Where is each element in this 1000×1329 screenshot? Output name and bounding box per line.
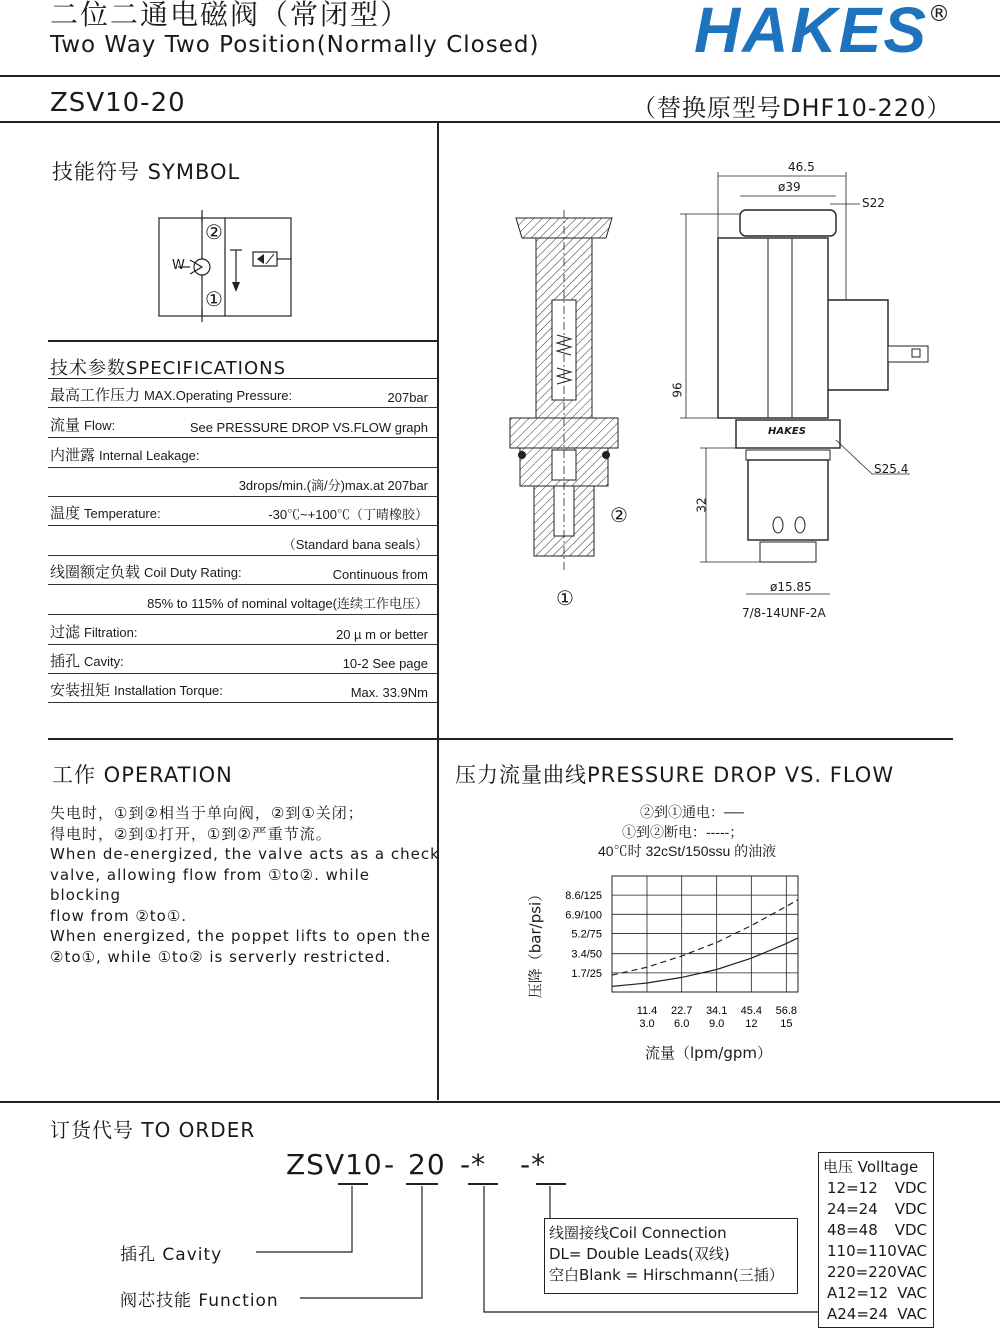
valve-drawing	[500, 150, 960, 630]
model-divider	[0, 121, 1000, 123]
spec-heading-rule	[48, 378, 438, 379]
spec-label-cn: 温度	[50, 505, 81, 522]
spec-label-cn: 流量	[50, 417, 81, 434]
registered-mark: ®	[928, 2, 950, 27]
voltage-type: VAC	[897, 1242, 927, 1260]
operation-line: ②to①, while ①to② is serverly restricted.	[50, 947, 392, 966]
coil-connection-box	[544, 1218, 798, 1294]
x-tick-label-lpm: 45.4	[740, 1005, 763, 1017]
legend-deenergized: ①到②断电：-----；	[622, 824, 744, 840]
spec-label-cn: 安装扭矩	[50, 682, 111, 699]
spec-label	[50, 621, 137, 642]
spec-label-en: MAX.Operating Pressure:	[144, 388, 293, 403]
spec-label	[50, 679, 223, 700]
y-tick-label: 1.7/25	[571, 967, 602, 980]
dim-s22: S22	[862, 196, 885, 210]
spec-value: 85% to 115% of nominal voltage(连续工作电压）	[147, 596, 428, 611]
voltage-type: VDC	[894, 1200, 927, 1218]
operation-line: When de-energized, the valve acts as a check	[50, 845, 440, 863]
spec-value: 10-2 See page	[342, 656, 428, 671]
x-tick-label-gpm: 3.0	[639, 1018, 655, 1030]
legend-energized: ②到①通电：──	[640, 804, 744, 820]
voltage-code: A12=12	[827, 1284, 889, 1302]
coil-heading: 线圈接线Coil Connection	[549, 1224, 727, 1242]
pressure-flow-chart	[540, 862, 820, 1038]
spec-label-en: Internal Leakage:	[99, 448, 200, 463]
x-tick-label-lpm: 11.4	[636, 1005, 658, 1017]
drawing-port-2: ②	[610, 503, 628, 527]
spec-row	[48, 469, 438, 497]
voltage-heading: 电压 Volltage	[823, 1158, 919, 1176]
coil-double-leads: DL= Double Leads(双线)	[549, 1245, 730, 1263]
spec-label-cn: 过滤	[50, 624, 81, 641]
spec-row	[48, 498, 438, 526]
model-code: ZSV10-20	[50, 88, 186, 118]
dim-s25-4: S25.4	[874, 462, 909, 476]
spec-label	[50, 502, 161, 523]
y-tick-label: 5.2/75	[571, 928, 602, 941]
order-code-voltage: -*	[520, 1148, 547, 1181]
chart-xlabel: 流量（lpm/gpm）	[645, 1044, 773, 1062]
function-label: 阀芯技能 Function	[120, 1291, 279, 1311]
voltage-code: 12=12	[827, 1179, 878, 1197]
voltage-type: VAC	[897, 1284, 927, 1302]
coil-hirschmann: 空白Blank = Hirschmann(三插）	[549, 1266, 784, 1284]
title-english: Two Way Two Position(Normally Closed)	[50, 32, 540, 58]
spec-row	[48, 675, 438, 703]
spec-value: （Standard bana seals）	[282, 537, 428, 552]
spec-label-en: Filtration:	[84, 625, 138, 640]
spec-value: 3drops/min.(滴/分)max.at 207bar	[238, 478, 428, 493]
operation-line: 失电时，①到②相当于单向阀，②到①关闭；	[50, 804, 364, 822]
spec-label	[50, 477, 54, 494]
dim-15-85: ø15.85	[770, 580, 812, 594]
operation-line: When energized, the poppet lifts to open the	[50, 927, 432, 945]
spec-row	[48, 410, 438, 438]
symbol-heading: 技能符号 SYMBOL	[52, 160, 241, 184]
voltage-option	[823, 1241, 929, 1262]
x-tick-label-gpm: 6.0	[674, 1018, 690, 1030]
spec-label-en: Cavity:	[84, 654, 124, 669]
voltage-option	[823, 1199, 929, 1220]
series-line-energized	[612, 938, 798, 987]
spec-row	[48, 380, 438, 408]
spec-value: Max. 33.9Nm	[350, 685, 428, 700]
symbol-port-2: ②	[205, 220, 223, 244]
order-code-function: 20	[408, 1148, 446, 1181]
voltage-type: VAC	[897, 1263, 927, 1281]
chart-heading: 压力流量曲线PRESSURE DROP VS. FLOW	[455, 763, 895, 787]
brand-logo: HAKES	[694, 0, 929, 66]
spec-label-en: Flow:	[84, 418, 116, 433]
section-view	[510, 210, 618, 570]
spec-value: -30℃~+100℃（丁晴橡胶）	[268, 507, 428, 522]
y-tick-label: 6.9/100	[565, 909, 602, 922]
voltage-type: VAC	[897, 1305, 927, 1323]
operation-line: valve, allowing flow from ①to②. while blocking	[50, 865, 370, 904]
spec-row	[48, 528, 438, 556]
spec-label-cn: 内泄露	[50, 447, 96, 464]
spec-value: Continuous from	[332, 567, 428, 582]
voltage-option	[823, 1304, 929, 1325]
voltage-code: 48=48	[827, 1221, 878, 1239]
spec-label	[50, 536, 54, 553]
spec-label-en: Installation Torque:	[114, 683, 223, 698]
x-tick-label-gpm: 9.0	[709, 1018, 725, 1030]
spec-label-cn: 最高工作压力	[50, 387, 141, 404]
voltage-box	[818, 1152, 934, 1328]
voltage-option	[823, 1178, 929, 1199]
operation-text	[50, 803, 440, 967]
y-tick-label: 8.6/125	[565, 890, 602, 903]
series-line-deenergized	[612, 900, 798, 975]
title-chinese: 二位二通电磁阀（常闭型）	[50, 0, 411, 31]
order-code-coil: -*	[460, 1148, 487, 1181]
spec-row	[48, 557, 438, 585]
voltage-code: 110=110	[827, 1242, 897, 1260]
voltage-option	[823, 1262, 929, 1283]
spec-value: 20 µ m or better	[335, 627, 428, 642]
spec-row	[48, 587, 438, 615]
legend-oil: 40℃时 32cSt/150ssu 的油液	[598, 843, 777, 859]
chart-ylabel: 压降（bar/psi）	[526, 886, 545, 999]
voltage-code: 220=220	[827, 1263, 897, 1281]
symbol-port-1: ①	[205, 287, 223, 311]
spec-label-cn: 插孔	[50, 653, 81, 670]
middle-divider	[48, 738, 953, 740]
order-code-base: ZSV10	[286, 1148, 383, 1181]
x-tick-label-gpm: 15	[780, 1018, 793, 1030]
replace-model: （替换原型号DHF10-220）	[632, 94, 952, 122]
header-divider	[0, 75, 1000, 77]
operation-line: flow from ②to①.	[50, 906, 188, 925]
dim-thread: 7/8-14UNF-2A	[742, 606, 826, 620]
x-tick-label-lpm: 34.1	[705, 1005, 728, 1017]
drawing-port-1: ①	[556, 586, 574, 610]
voltage-type: VDC	[894, 1179, 927, 1197]
operation-heading: 工作 OPERATION	[52, 763, 233, 787]
order-heading: 订货代号 TO ORDER	[50, 1118, 256, 1142]
spec-label	[50, 384, 292, 405]
x-tick-label-gpm: 12	[745, 1018, 758, 1030]
spec-label-cn: 线圈额定负载	[50, 564, 141, 581]
spec-label	[50, 414, 115, 435]
spec-label	[50, 650, 124, 671]
chart-frame	[612, 876, 798, 992]
spec-value: See PRESSURE DROP VS.FLOW graph	[189, 420, 428, 435]
order-divider	[0, 1101, 1000, 1103]
nut-brand-label: HAKES	[768, 426, 806, 437]
dim-46-5: 46.5	[788, 160, 815, 174]
exterior-view	[718, 210, 928, 562]
spec-row	[48, 440, 438, 468]
x-tick-label-lpm: 22.7	[670, 1005, 693, 1017]
dim-32: 32	[694, 497, 709, 513]
voltage-option	[823, 1220, 929, 1241]
voltage-option	[823, 1283, 929, 1304]
dim-39: ø39	[778, 180, 801, 194]
spec-heading: 技术参数SPECIFICATIONS	[50, 358, 287, 379]
spec-label	[50, 595, 54, 612]
voltage-code: A24=24	[827, 1305, 889, 1323]
spec-row	[48, 646, 438, 674]
order-code-dash: -	[384, 1148, 396, 1181]
voltage-code: 24=24	[827, 1200, 878, 1218]
spec-label-en: Coil Duty Rating:	[144, 565, 242, 580]
spec-value: 207bar	[387, 390, 428, 405]
spring-label: W	[172, 258, 185, 273]
cavity-label: 插孔 Cavity	[120, 1245, 223, 1265]
x-tick-label-lpm: 56.8	[775, 1005, 798, 1017]
spec-label-en: Temperature:	[84, 506, 161, 521]
spec-label	[50, 561, 242, 582]
operation-line: 得电时，②到①打开，①到②严重节流。	[50, 824, 332, 843]
y-tick-label: 3.4/50	[571, 948, 602, 961]
voltage-type: VDC	[894, 1221, 927, 1239]
spec-top-rule	[48, 340, 438, 342]
dim-96: 96	[670, 382, 685, 398]
spec-label	[50, 444, 199, 465]
spec-row	[48, 617, 438, 645]
